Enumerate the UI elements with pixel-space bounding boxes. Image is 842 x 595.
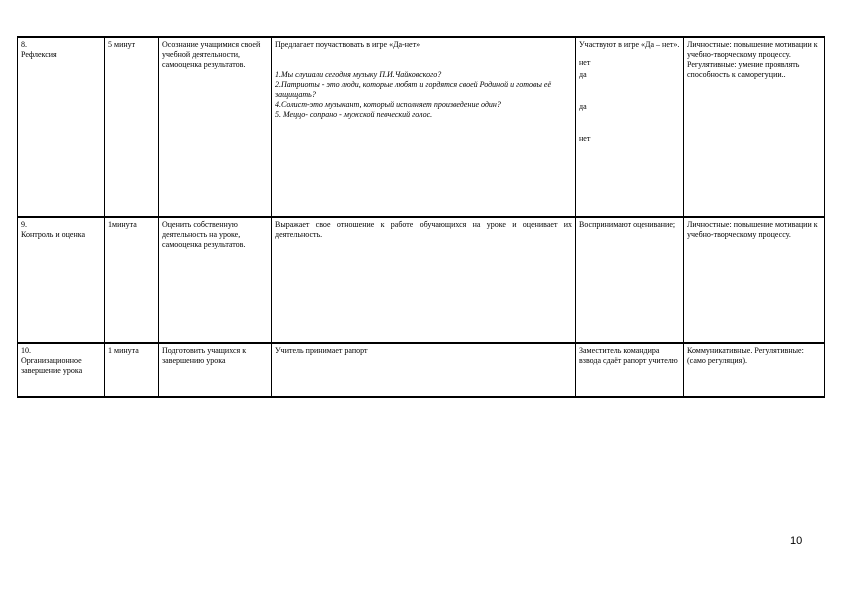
stage-cell xyxy=(18,343,105,397)
table-row xyxy=(18,37,825,217)
answer-item: да xyxy=(579,70,587,79)
stage-name: Рефлексия xyxy=(21,50,57,59)
question-item: 2.Патриоты - это люди, которые любят и гордятся своей Родиной и готовы её защищать? xyxy=(275,80,552,99)
uud-cell: Личностные: повышение мотивации к учебно-творческому процессу. xyxy=(684,217,825,343)
stage-cell xyxy=(18,217,105,343)
table-row xyxy=(18,343,825,397)
lesson-plan-table xyxy=(17,36,825,398)
goal-cell: Осознание учащимися своей учебной деятельности, самооценка результатов. xyxy=(159,37,272,217)
goal-cell: Оценить собственную деятельность на уроке, самооценка результатов. xyxy=(159,217,272,343)
uud-cell: Коммуникативные. Регулятивные: (само регуляция). xyxy=(684,343,825,397)
time-cell: 5 минут xyxy=(105,37,159,217)
answer-item: нет xyxy=(579,134,591,143)
question-item: 1.Мы слушали сегодня музыку П.И.Чайковского? xyxy=(275,70,442,79)
stage-name: Организационное завершение урока xyxy=(21,356,83,375)
students-cell: Заместитель командира взвода сдаёт рапорт учителю xyxy=(576,343,684,397)
time-cell: 1минута xyxy=(105,217,159,343)
teacher-cell: Учитель принимает рапорт xyxy=(272,343,576,397)
stage-number: 10. xyxy=(21,346,31,355)
question-item: 4.Солист-это музыкант, который исполняет произведение один? xyxy=(275,100,501,109)
page-number: 10 xyxy=(790,535,803,547)
teacher-cell xyxy=(272,37,576,217)
goal-cell: Подготовить учащихся к завершению урока xyxy=(159,343,272,397)
question-item: 5. Меццо- сопрано - мужской певческий голос. xyxy=(275,110,433,119)
stage-number: 8. xyxy=(21,40,27,49)
time-cell: 1 минута xyxy=(105,343,159,397)
students-lead-text: Участвуют в игре «Да – нет». xyxy=(579,40,680,49)
stage-cell xyxy=(18,37,105,217)
teacher-lead-text: Предлагает поучаствовать в игре «Да-нет» xyxy=(275,40,421,49)
answer-item: да xyxy=(579,102,587,111)
table-row xyxy=(18,217,825,343)
students-cell xyxy=(576,37,684,217)
answer-item: нет xyxy=(579,58,591,67)
stage-name: Контроль и оценка xyxy=(21,230,86,239)
uud-cell: Личностные: повышение мотивации к учебно-творческому процессу. Регулятивные: умение проявлять способность к саморегуции.. xyxy=(684,37,825,217)
teacher-cell: Выражает свое отношение к работе обучающихся на уроке и оценивает их деятельность. xyxy=(272,217,576,343)
students-cell: Воспринимают оценивание; xyxy=(576,217,684,343)
stage-number: 9. xyxy=(21,220,27,229)
